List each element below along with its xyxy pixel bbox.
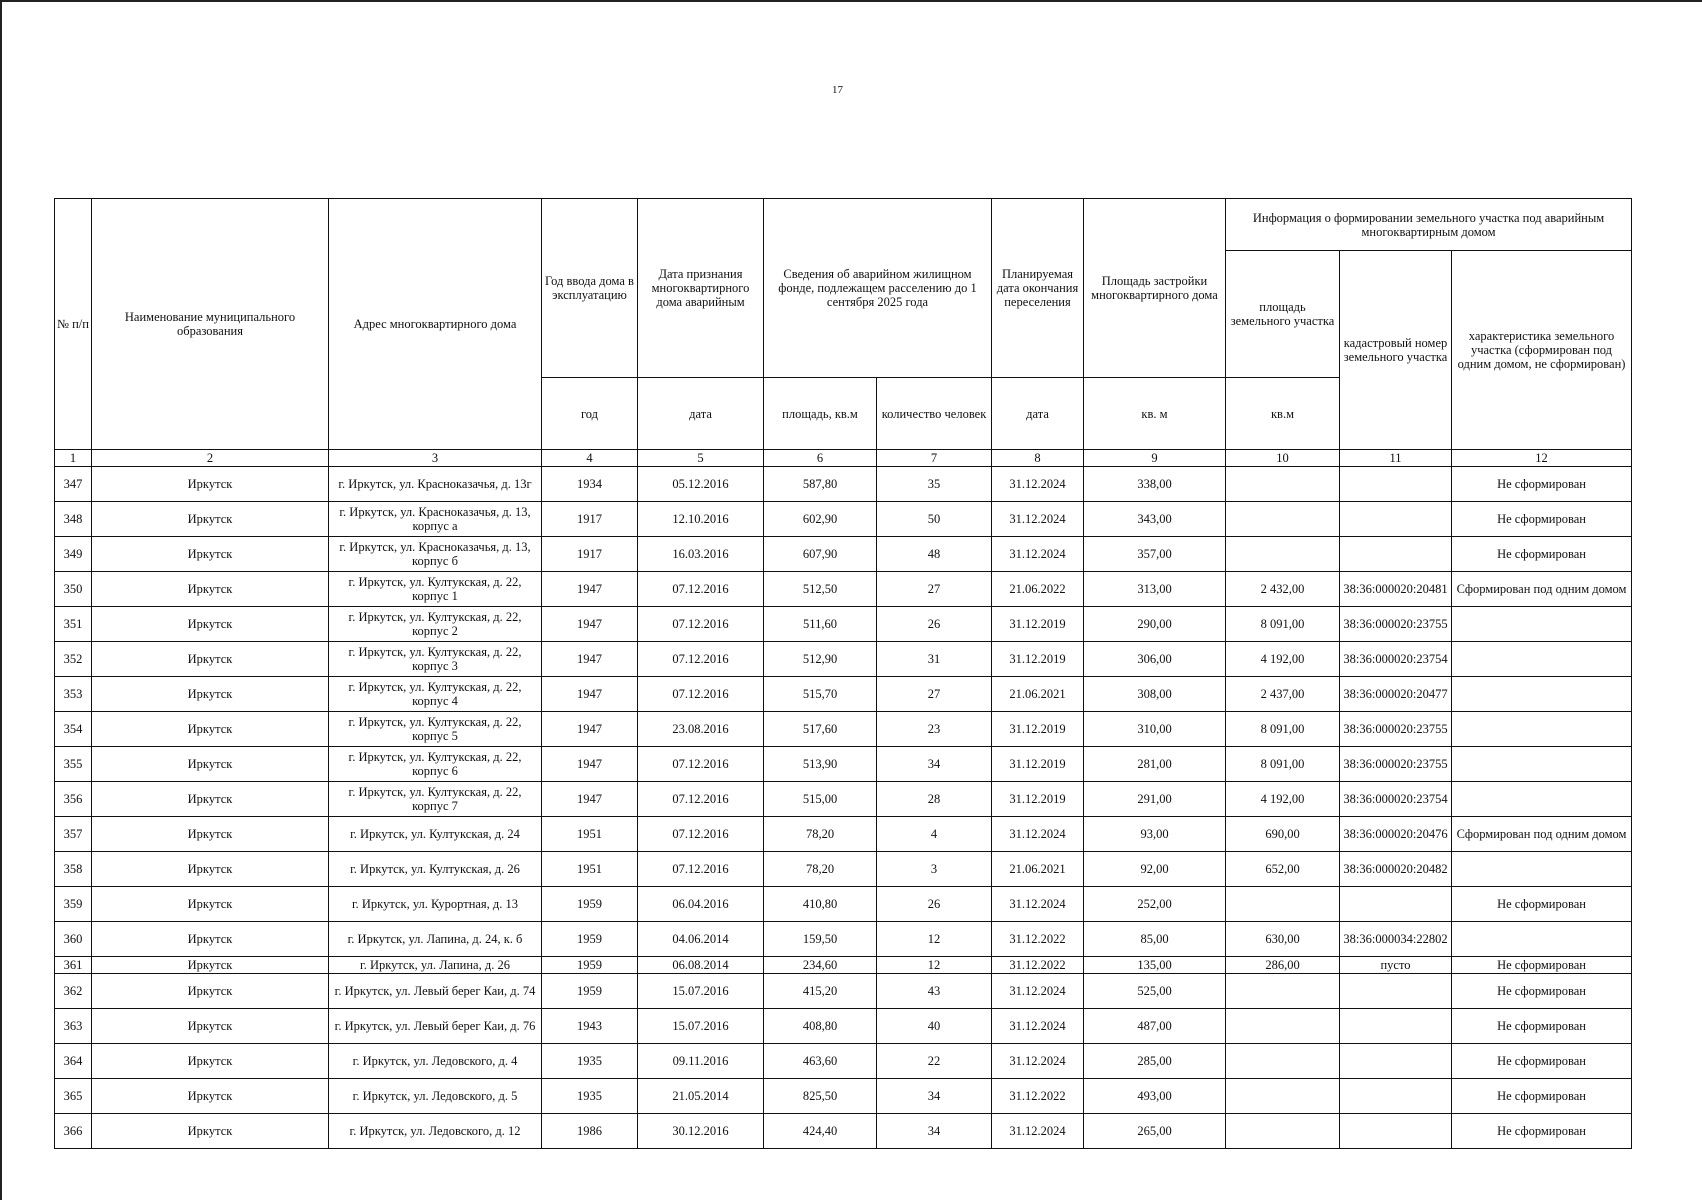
cell-people: 27 [877,572,992,607]
cell-land-characteristic: Не сформирован [1452,537,1632,572]
cell-area: 234,60 [764,957,877,974]
column-number: 5 [638,450,764,467]
cell-people: 4 [877,817,992,852]
header-land-characteristic: характеристика земельного участка (сформирован под одним домом, не сформирован) [1452,251,1632,450]
cell-planned-date: 31.12.2022 [992,922,1084,957]
cell-address: г. Иркутск, ул. Ледовского, д. 12 [329,1114,542,1149]
cell-built-area: 357,00 [1084,537,1226,572]
table-row [55,642,1632,677]
cell-area: 602,90 [764,502,877,537]
unit-date: дата [638,378,764,450]
column-number: 7 [877,450,992,467]
unit-built-area: кв. м [1084,378,1226,450]
cell-area: 511,60 [764,607,877,642]
cell-land-characteristic: Не сформирован [1452,887,1632,922]
cell-year: 1947 [542,782,638,817]
cell-land-characteristic: Не сформирован [1452,1114,1632,1149]
cell-land-characteristic [1452,922,1632,957]
cell-land-characteristic: Не сформирован [1452,1079,1632,1114]
cell-built-area: 135,00 [1084,957,1226,974]
cell-municipality: Иркутск [92,747,329,782]
cell-planned-date: 21.06.2022 [992,572,1084,607]
cell-planned-date: 31.12.2019 [992,642,1084,677]
cell-land-characteristic: Не сформирован [1452,467,1632,502]
cell-recognition-date: 05.12.2016 [638,467,764,502]
cell-num: 361 [55,957,92,974]
cell-land-area: 2 437,00 [1226,677,1340,712]
cell-area: 587,80 [764,467,877,502]
column-number: 1 [55,450,92,467]
cell-recognition-date: 06.08.2014 [638,957,764,974]
cell-land-area [1226,1114,1340,1149]
cell-built-area: 313,00 [1084,572,1226,607]
column-number: 3 [329,450,542,467]
column-number: 10 [1226,450,1340,467]
cell-land-area [1226,1044,1340,1079]
cell-address: г. Иркутск, ул. Лапина, д. 26 [329,957,542,974]
cell-built-area: 265,00 [1084,1114,1226,1149]
cell-planned-date: 31.12.2024 [992,1114,1084,1149]
cell-land-area: 8 091,00 [1226,712,1340,747]
column-number: 2 [92,450,329,467]
cell-municipality: Иркутск [92,677,329,712]
cell-address: г. Иркутск, ул. Левый берег Каи, д. 76 [329,1009,542,1044]
cell-cadastral: 38:36:000020:23754 [1340,782,1452,817]
column-number: 12 [1452,450,1632,467]
header-year-built: Год ввода дома в эксплуатацию [542,199,638,378]
cell-land-area: 286,00 [1226,957,1340,974]
unit-land-area: кв.м [1226,378,1340,450]
cell-year: 1986 [542,1114,638,1149]
cell-num: 351 [55,607,92,642]
table-row [55,852,1632,887]
cell-num: 363 [55,1009,92,1044]
cell-people: 12 [877,957,992,974]
cell-address: г. Иркутск, ул. Левый берег Каи, д. 74 [329,974,542,1009]
cell-address: г. Иркутск, ул. Култукская, д. 22, корпус 3 [329,642,542,677]
cell-address: г. Иркутск, ул. Култукская, д. 26 [329,852,542,887]
cell-municipality: Иркутск [92,852,329,887]
cell-area: 78,20 [764,852,877,887]
table-header [55,199,1632,467]
header-address: Адрес многоквартирного дома [329,199,542,450]
cell-cadastral [1340,1044,1452,1079]
cell-planned-date: 31.12.2024 [992,817,1084,852]
cell-recognition-date: 06.04.2016 [638,887,764,922]
cell-year: 1947 [542,747,638,782]
cell-address: г. Иркутск, ул. Култукская, д. 22, корпус 4 [329,677,542,712]
cell-recognition-date: 07.12.2016 [638,677,764,712]
cell-people: 26 [877,887,992,922]
cell-area: 607,90 [764,537,877,572]
header-recognition-date: Дата признания многоквартирного дома аварийным [638,199,764,378]
cell-cadastral: 38:36:000020:20481 [1340,572,1452,607]
cell-cadastral [1340,1114,1452,1149]
cell-num: 358 [55,852,92,887]
cell-land-area [1226,502,1340,537]
cell-num: 357 [55,817,92,852]
cell-land-area: 4 192,00 [1226,642,1340,677]
cell-people: 48 [877,537,992,572]
cell-land-characteristic [1452,642,1632,677]
column-numbers-row [55,450,1632,467]
cell-area: 517,60 [764,712,877,747]
cell-land-characteristic: Сформирован под одним домом [1452,817,1632,852]
cell-land-area: 652,00 [1226,852,1340,887]
cell-land-characteristic [1452,852,1632,887]
cell-year: 1951 [542,852,638,887]
cell-num: 347 [55,467,92,502]
cell-built-area: 290,00 [1084,607,1226,642]
cell-built-area: 310,00 [1084,712,1226,747]
cell-land-area: 690,00 [1226,817,1340,852]
cell-area: 513,90 [764,747,877,782]
cell-people: 34 [877,1079,992,1114]
unit-planned-date: дата [992,378,1084,450]
cell-year: 1959 [542,887,638,922]
table-row [55,922,1632,957]
cell-people: 26 [877,607,992,642]
cell-land-characteristic: Не сформирован [1452,974,1632,1009]
page-number: 17 [832,84,843,96]
cell-num: 356 [55,782,92,817]
cell-people: 27 [877,677,992,712]
cell-recognition-date: 09.11.2016 [638,1044,764,1079]
cell-year: 1947 [542,712,638,747]
top-border-line [0,0,1702,2]
header-built-area: Площадь застройки многоквартирного дома [1084,199,1226,378]
cell-built-area: 85,00 [1084,922,1226,957]
cell-municipality: Иркутск [92,817,329,852]
cell-address: г. Иркутск, ул. Красноказачья, д. 13, корпус б [329,537,542,572]
table-row [55,957,1632,974]
cell-recognition-date: 07.12.2016 [638,852,764,887]
cell-land-characteristic: Не сформирован [1452,1009,1632,1044]
cell-year: 1935 [542,1079,638,1114]
cell-cadastral [1340,537,1452,572]
unit-area: площадь, кв.м [764,378,877,450]
cell-planned-date: 31.12.2019 [992,747,1084,782]
table-row [55,572,1632,607]
cell-num: 366 [55,1114,92,1149]
cell-cadastral [1340,502,1452,537]
cell-municipality: Иркутск [92,887,329,922]
cell-num: 359 [55,887,92,922]
cell-land-characteristic: Не сформирован [1452,957,1632,974]
cell-area: 515,00 [764,782,877,817]
table-row [55,712,1632,747]
cell-planned-date: 31.12.2024 [992,537,1084,572]
cell-year: 1947 [542,677,638,712]
cell-num: 352 [55,642,92,677]
header-land-area: площадь земельного участка [1226,251,1340,378]
cell-built-area: 92,00 [1084,852,1226,887]
cell-built-area: 285,00 [1084,1044,1226,1079]
cell-municipality: Иркутск [92,572,329,607]
cell-municipality: Иркутск [92,1079,329,1114]
column-number: 8 [992,450,1084,467]
cell-area: 515,70 [764,677,877,712]
cell-planned-date: 21.06.2021 [992,677,1084,712]
table-row [55,887,1632,922]
table-row [55,607,1632,642]
column-number: 11 [1340,450,1452,467]
cell-year: 1951 [542,817,638,852]
table-row [55,782,1632,817]
header-cadastral: кадастровый номер земельного участка [1340,251,1452,450]
cell-area: 825,50 [764,1079,877,1114]
cell-cadastral: 38:36:000034:22802 [1340,922,1452,957]
cell-land-area [1226,887,1340,922]
cell-people: 40 [877,1009,992,1044]
cell-people: 35 [877,467,992,502]
cell-address: г. Иркутск, ул. Лапина, д. 24, к. б [329,922,542,957]
cell-land-characteristic [1452,607,1632,642]
cell-area: 424,40 [764,1114,877,1149]
cell-planned-date: 31.12.2024 [992,974,1084,1009]
cell-built-area: 93,00 [1084,817,1226,852]
cell-municipality: Иркутск [92,782,329,817]
cell-people: 12 [877,922,992,957]
table-row [55,1044,1632,1079]
cell-people: 50 [877,502,992,537]
column-number: 9 [1084,450,1226,467]
cell-year: 1935 [542,1044,638,1079]
cell-cadastral [1340,974,1452,1009]
cell-year: 1947 [542,642,638,677]
cell-built-area: 338,00 [1084,467,1226,502]
cell-municipality: Иркутск [92,502,329,537]
cell-land-characteristic [1452,747,1632,782]
cell-address: г. Иркутск, ул. Ледовского, д. 5 [329,1079,542,1114]
cell-area: 408,80 [764,1009,877,1044]
cell-land-area [1226,1079,1340,1114]
cell-year: 1934 [542,467,638,502]
cell-municipality: Иркутск [92,974,329,1009]
unit-people: количество человек [877,378,992,450]
emergency-housing-table [54,198,1632,1149]
cell-num: 354 [55,712,92,747]
cell-people: 34 [877,1114,992,1149]
cell-num: 360 [55,922,92,957]
cell-num: 365 [55,1079,92,1114]
column-number: 4 [542,450,638,467]
cell-num: 353 [55,677,92,712]
table-row [55,677,1632,712]
cell-land-area [1226,537,1340,572]
cell-cadastral: 38:36:000020:23755 [1340,747,1452,782]
cell-planned-date: 31.12.2024 [992,887,1084,922]
cell-num: 349 [55,537,92,572]
cell-land-characteristic [1452,712,1632,747]
cell-area: 463,60 [764,1044,877,1079]
cell-people: 31 [877,642,992,677]
cell-planned-date: 31.12.2024 [992,1044,1084,1079]
cell-land-characteristic [1452,782,1632,817]
table-row [55,537,1632,572]
table-row [55,467,1632,502]
cell-cadastral: пусто [1340,957,1452,974]
cell-municipality: Иркутск [92,922,329,957]
cell-people: 34 [877,747,992,782]
cell-recognition-date: 04.06.2014 [638,922,764,957]
cell-year: 1959 [542,957,638,974]
cell-recognition-date: 16.03.2016 [638,537,764,572]
cell-land-area [1226,1009,1340,1044]
cell-people: 43 [877,974,992,1009]
cell-cadastral [1340,467,1452,502]
cell-municipality: Иркутск [92,467,329,502]
cell-recognition-date: 21.05.2014 [638,1079,764,1114]
cell-cadastral: 38:36:000020:23755 [1340,607,1452,642]
cell-municipality: Иркутск [92,1009,329,1044]
cell-land-area: 630,00 [1226,922,1340,957]
cell-recognition-date: 15.07.2016 [638,974,764,1009]
table-row [55,974,1632,1009]
cell-area: 512,50 [764,572,877,607]
header-num: № п/п [55,199,92,450]
cell-year: 1959 [542,922,638,957]
cell-cadastral [1340,887,1452,922]
cell-address: г. Иркутск, ул. Култукская, д. 24 [329,817,542,852]
cell-recognition-date: 12.10.2016 [638,502,764,537]
cell-cadastral [1340,1079,1452,1114]
cell-built-area: 291,00 [1084,782,1226,817]
cell-land-characteristic: Не сформирован [1452,502,1632,537]
cell-planned-date: 31.12.2024 [992,1009,1084,1044]
cell-built-area: 487,00 [1084,1009,1226,1044]
cell-recognition-date: 07.12.2016 [638,817,764,852]
cell-land-characteristic [1452,677,1632,712]
cell-recognition-date: 30.12.2016 [638,1114,764,1149]
cell-built-area: 343,00 [1084,502,1226,537]
cell-year: 1959 [542,974,638,1009]
cell-people: 23 [877,712,992,747]
cell-cadastral [1340,1009,1452,1044]
column-number: 6 [764,450,877,467]
table-row [55,1009,1632,1044]
cell-planned-date: 31.12.2019 [992,712,1084,747]
cell-people: 3 [877,852,992,887]
cell-municipality: Иркутск [92,712,329,747]
header-municipality: Наименование муниципального образования [92,199,329,450]
cell-land-area [1226,974,1340,1009]
cell-land-area [1226,467,1340,502]
table-row [55,1079,1632,1114]
cell-cadastral: 38:36:000020:20477 [1340,677,1452,712]
cell-built-area: 525,00 [1084,974,1226,1009]
cell-recognition-date: 07.12.2016 [638,607,764,642]
cell-built-area: 306,00 [1084,642,1226,677]
cell-built-area: 252,00 [1084,887,1226,922]
cell-planned-date: 31.12.2019 [992,607,1084,642]
cell-address: г. Иркутск, ул. Култукская, д. 22, корпус 5 [329,712,542,747]
cell-num: 362 [55,974,92,1009]
cell-municipality: Иркутск [92,537,329,572]
cell-land-area: 4 192,00 [1226,782,1340,817]
table-row [55,817,1632,852]
cell-area: 159,50 [764,922,877,957]
cell-municipality: Иркутск [92,1044,329,1079]
cell-planned-date: 31.12.2024 [992,502,1084,537]
cell-address: г. Иркутск, ул. Красноказачья, д. 13, корпус а [329,502,542,537]
cell-built-area: 308,00 [1084,677,1226,712]
cell-cadastral: 38:36:000020:23754 [1340,642,1452,677]
cell-recognition-date: 07.12.2016 [638,642,764,677]
cell-cadastral: 38:36:000020:23755 [1340,712,1452,747]
cell-num: 364 [55,1044,92,1079]
table-row [55,502,1632,537]
left-border-line [0,0,2,1200]
cell-address: г. Иркутск, ул. Ледовского, д. 4 [329,1044,542,1079]
cell-land-area: 2 432,00 [1226,572,1340,607]
cell-municipality: Иркутск [92,957,329,974]
cell-address: г. Иркутск, ул. Красноказачья, д. 13г [329,467,542,502]
cell-year: 1943 [542,1009,638,1044]
cell-built-area: 281,00 [1084,747,1226,782]
header-land-info: Информация о формировании земельного участка под аварийным многоквартирным домом [1226,199,1632,251]
cell-area: 410,80 [764,887,877,922]
cell-area: 415,20 [764,974,877,1009]
cell-address: г. Иркутск, ул. Култукская, д. 22, корпус 2 [329,607,542,642]
cell-people: 22 [877,1044,992,1079]
cell-address: г. Иркутск, ул. Култукская, д. 22, корпус 1 [329,572,542,607]
cell-people: 28 [877,782,992,817]
cell-built-area: 493,00 [1084,1079,1226,1114]
cell-address: г. Иркутск, ул. Курортная, д. 13 [329,887,542,922]
cell-planned-date: 31.12.2022 [992,957,1084,974]
cell-land-characteristic: Не сформирован [1452,1044,1632,1079]
header-planned-end: Планируемая дата окончания переселения [992,199,1084,378]
cell-planned-date: 31.12.2024 [992,467,1084,502]
cell-recognition-date: 07.12.2016 [638,572,764,607]
cell-recognition-date: 15.07.2016 [638,1009,764,1044]
cell-planned-date: 31.12.2019 [992,782,1084,817]
cell-recognition-date: 07.12.2016 [638,747,764,782]
table-row [55,1114,1632,1149]
cell-land-area: 8 091,00 [1226,607,1340,642]
cell-planned-date: 31.12.2022 [992,1079,1084,1114]
cell-year: 1917 [542,537,638,572]
cell-area: 512,90 [764,642,877,677]
cell-municipality: Иркутск [92,1114,329,1149]
header-emergency-fund: Сведения об аварийном жилищном фонде, подлежащем расселению до 1 сентября 2025 года [764,199,992,378]
cell-address: г. Иркутск, ул. Култукская, д. 22, корпус 6 [329,747,542,782]
cell-municipality: Иркутск [92,607,329,642]
cell-land-characteristic: Сформирован под одним домом [1452,572,1632,607]
cell-recognition-date: 07.12.2016 [638,782,764,817]
cell-year: 1917 [542,502,638,537]
cell-recognition-date: 23.08.2016 [638,712,764,747]
cell-cadastral: 38:36:000020:20482 [1340,852,1452,887]
cell-area: 78,20 [764,817,877,852]
cell-planned-date: 21.06.2021 [992,852,1084,887]
cell-num: 348 [55,502,92,537]
table-body [55,467,1632,1149]
cell-address: г. Иркутск, ул. Култукская, д. 22, корпус 7 [329,782,542,817]
table-row [55,747,1632,782]
cell-land-area: 8 091,00 [1226,747,1340,782]
cell-year: 1947 [542,572,638,607]
unit-year: год [542,378,638,450]
cell-num: 355 [55,747,92,782]
cell-municipality: Иркутск [92,642,329,677]
cell-cadastral: 38:36:000020:20476 [1340,817,1452,852]
cell-year: 1947 [542,607,638,642]
cell-num: 350 [55,572,92,607]
